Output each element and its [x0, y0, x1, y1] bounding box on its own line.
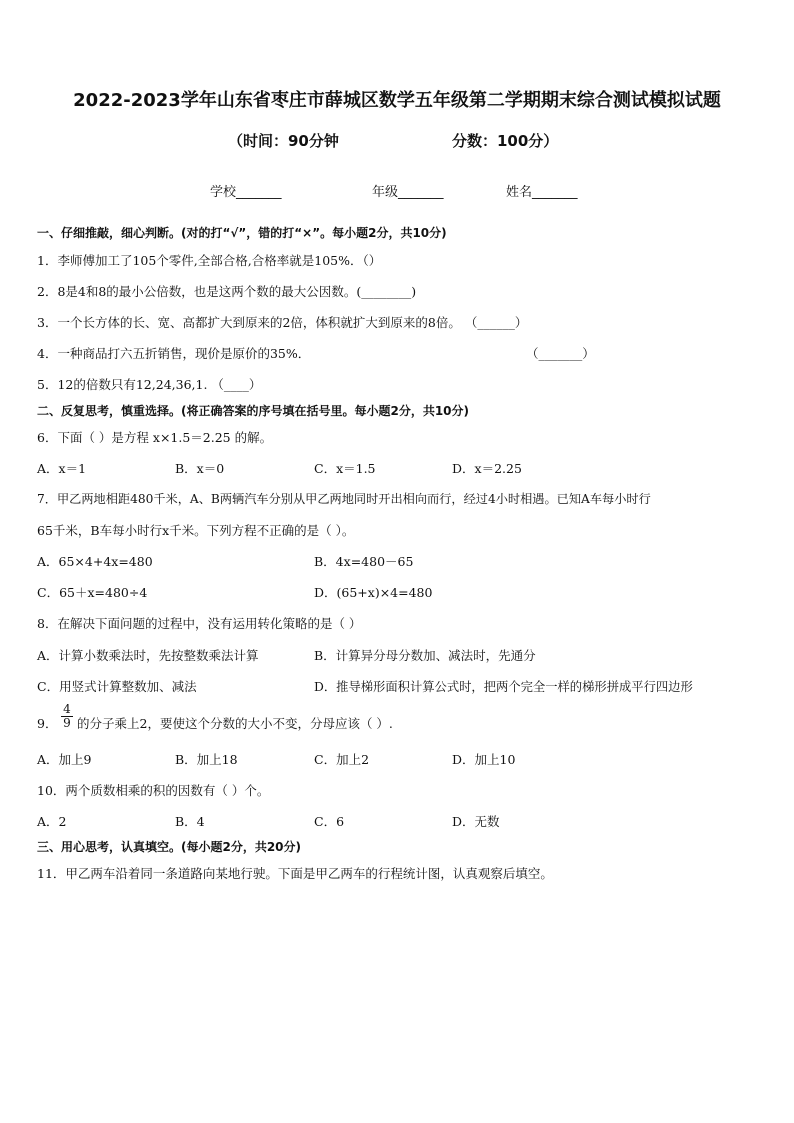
question-10-option-a: A．2 [37, 814, 67, 829]
section-1-heading: 一、仔细推敲，细心判断。(对的打“√”，错的打“×”。每小题2分，共10分) [37, 226, 447, 240]
question-1: 1．李师傅加工了105个零件,全部合格,合格率就是105%．（） [37, 253, 382, 268]
question-2: 2．8是4和8的最小公倍数，也是这两个数的最大公因数。(________) [37, 284, 417, 299]
question-9-number: 9． [37, 716, 58, 731]
exam-time: （时间：90分钟 [228, 132, 339, 150]
exam-score: 分数：100分） [452, 132, 559, 150]
question-9-option-d: D．加上10 [452, 752, 516, 767]
question-6-option-c: C．x＝1.5 [314, 461, 376, 476]
question-11: 11．甲乙两车沿着同一条道路向某地行驶。下面是甲乙两车的行程统计图，认真观察后填空。 [37, 866, 553, 881]
question-7-option-a: A．65×4+4x=480 [37, 554, 153, 569]
school-field: 学校_______ [210, 185, 282, 200]
question-8-option-b: B．计算异分母分数加、减法时，先通分 [314, 648, 536, 663]
question-7-line-1: 7．甲乙两地相距480千米，A、B两辆汽车分别从甲乙两地同时开出相向而行，经过4小时相遇。已知A车每小时行 [37, 492, 651, 506]
question-4: 4．一种商品打六五折销售，现价是原价的35%． [37, 346, 311, 361]
question-10-option-c: C．6 [314, 814, 345, 829]
question-8-option-a: A．计算小数乘法时，先按整数乘法计算 [37, 648, 259, 663]
question-6-option-d: D．x＝2.25 [452, 461, 522, 476]
question-10-option-b: B．4 [175, 814, 205, 829]
question-8-option-c: C．用竖式计算整数加、减法 [37, 679, 197, 694]
question-7-line-2: 65千米，B车每小时行x千米。下列方程不正确的是（ ）。 [37, 523, 355, 538]
question-6-option-a: A．x＝1 [37, 461, 87, 476]
question-6: 6．下面（ ）是方程 x×1.5＝2.25 的解。 [37, 430, 273, 445]
question-10-option-d: D．无数 [452, 814, 500, 829]
fraction-numerator: 4 [61, 703, 73, 717]
question-9-option-a: A．加上9 [37, 752, 92, 767]
exam-title: 2022-2023学年山东省枣庄市薛城区数学五年级第二学期期末综合测试模拟试题 [73, 90, 721, 111]
fraction-denominator: 9 [63, 716, 71, 730]
question-7-option-b: B．4x=480－65 [314, 554, 414, 569]
question-7-option-d: D．(65+x)×4=480 [314, 585, 433, 600]
section-3-heading: 三、用心思考，认真填空。(每小题2分，共20分) [37, 840, 302, 854]
question-9-text: 的分子乘上2，要使这个分数的大小不变，分母应该（ ）. [77, 716, 393, 731]
question-6-option-b: B．x＝0 [175, 461, 225, 476]
question-8: 8．在解决下面问题的过程中，没有运用转化策略的是（ ） [37, 616, 362, 631]
grade-field: 年级_______ [372, 185, 444, 200]
question-4-blank: （_______） [526, 346, 595, 361]
name-field: 姓名_______ [506, 185, 578, 200]
question-7-option-c: C．65＋x=480÷4 [37, 585, 148, 600]
question-9-option-b: B．加上18 [175, 752, 238, 767]
section-2-heading: 二、反复思考，慎重选择。(将正确答案的序号填在括号里。每小题2分，共10分) [37, 404, 470, 418]
question-5: 5．12的倍数只有12,24,36,1. （____） [37, 377, 262, 392]
question-8-option-d: D．推导梯形面积计算公式时，把两个完全一样的梯形拼成平行四边形 [314, 680, 693, 694]
question-10: 10．两个质数相乘的积的因数有（ ）个。 [37, 783, 270, 798]
question-9-option-c: C．加上2 [314, 752, 370, 767]
question-3: 3．一个长方体的长、宽、高都扩大到原来的2倍，体积就扩大到原来的8倍。 （______） [37, 315, 528, 330]
question-9-fraction [61, 703, 73, 730]
